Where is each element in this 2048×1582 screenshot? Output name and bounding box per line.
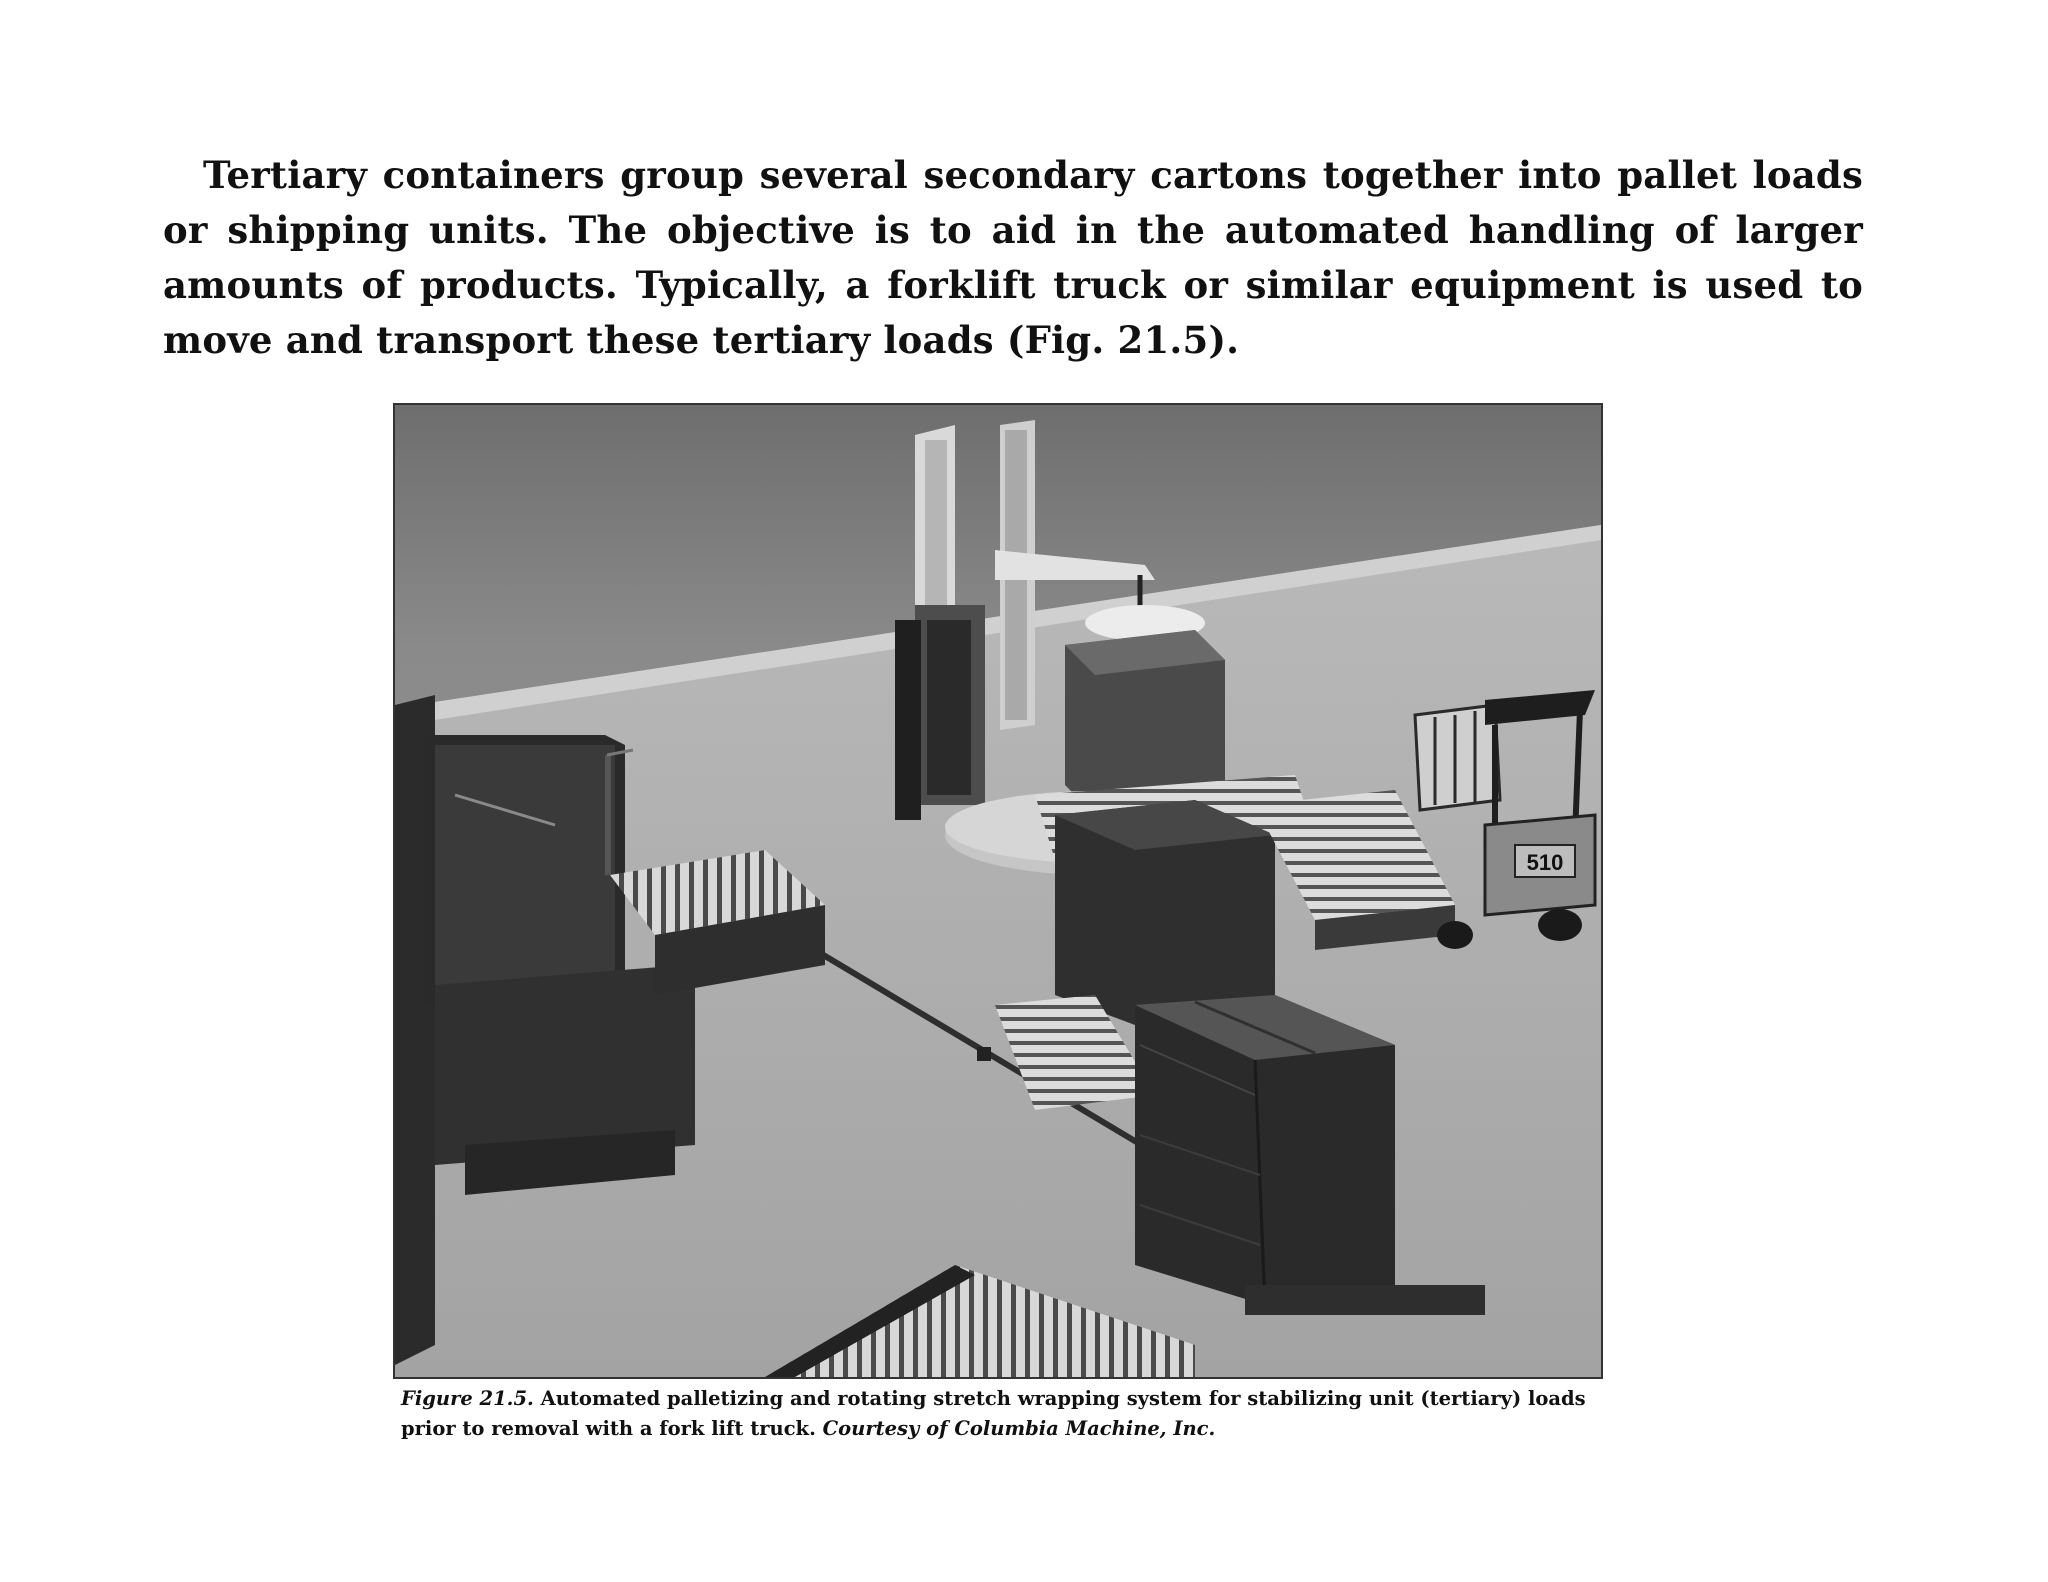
figure-caption-label: Figure 21.5. [401,1387,534,1410]
body-paragraph: Tertiary containers group several secondary cartons together into pallet loads or shipping units. The objective is to aid in the automated handling of larger amounts of products. Typically, a forklift truck or similar equipment is used to move and transport these tertiary loads (Fig. 21.5). [163,153,1863,362]
figure-caption-credit: Courtesy of Columbia Machine, Inc. [822,1417,1216,1440]
forklift-number-label: 510 [1526,850,1564,875]
palletizing-system-photo [395,405,1601,1377]
figure-caption-text: Automated palletizing and rotating stretch wrapping system for stabilizing unit (tertiary) loads prior to removal with a fork lift truck. [401,1387,1586,1440]
figure-caption [401,1384,1601,1444]
figure-photo [393,403,1603,1379]
